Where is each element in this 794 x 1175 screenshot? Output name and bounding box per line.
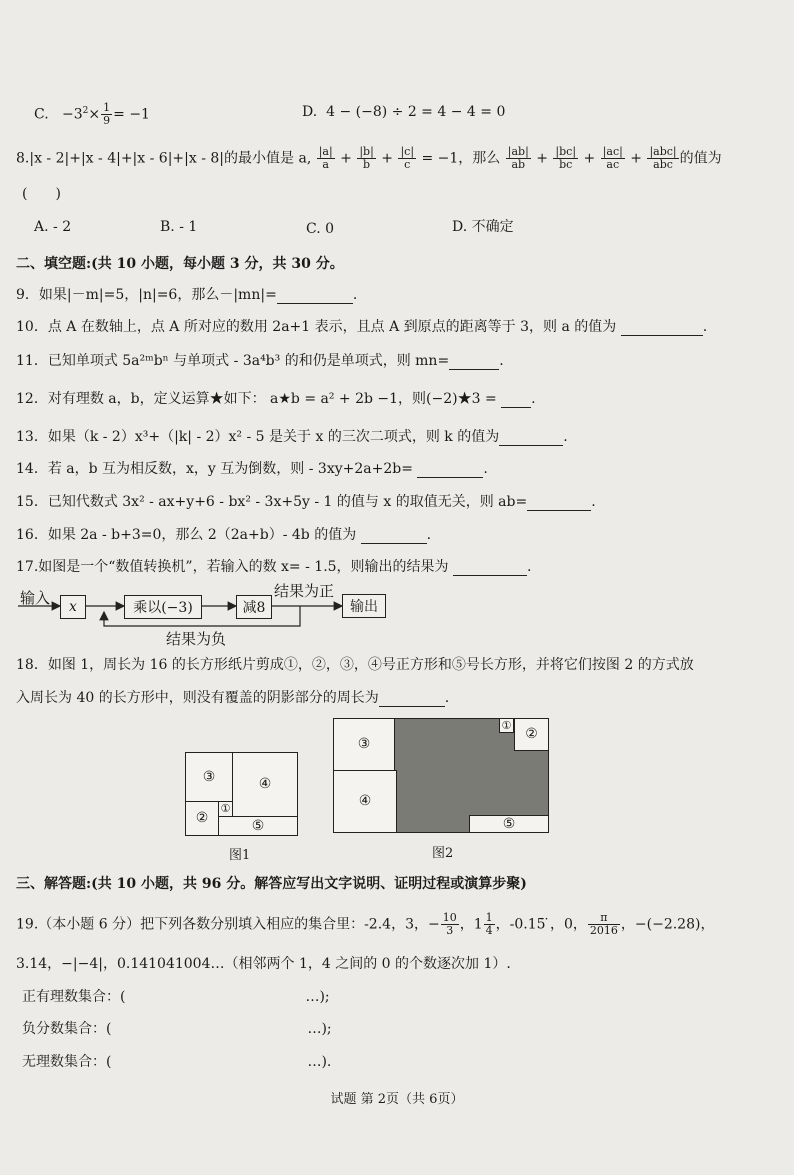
q7-option-d: D. 4 − (−8) ÷ 2 = 4 − 4 = 0 <box>302 104 506 120</box>
q8-option-c: C. 0 <box>306 221 335 237</box>
q8-option-d: D. 不确定 <box>452 219 514 235</box>
q10: 10．点 A 在数轴上，点 A 所对应的数用 2a+1 表示，且点 A 到原点的距离等于 3，则 a 的值为 . <box>16 319 708 335</box>
q19-line-2: 3.14，−|−4|，0.141041004…（相邻两个 1，4 之间的 0 的个数逐次加 1）. <box>16 956 511 972</box>
set-negative-fraction: 负分数集合：( …); <box>22 1021 332 1037</box>
q14: 14．若 a，b 互为相反数，x，y 互为倒数，则 - 3xy+2a+2b= . <box>16 461 488 477</box>
q13: 13．如果（k - 2）x³+（|k| - 2）x² - 5 是关于 x 的三次二项式，则 k 的值为 . <box>16 429 568 445</box>
page-footer: 试题 第 2页（共 6页） <box>330 1092 464 1107</box>
q8-option-b: B. - 1 <box>160 219 198 235</box>
q12: 12．对有理数 a，b，定义运算★如下： a★b = a² + 2b −1，则(−2)★3 = . <box>16 391 536 407</box>
q8-paren: ( ) <box>22 186 61 202</box>
fig2-rect-5: ⑤ <box>469 815 549 833</box>
fig2-square-1: ① <box>499 718 514 733</box>
fig1-square-3: ③ <box>185 752 233 802</box>
flow-positive-label: 结果为正 <box>274 582 335 600</box>
q17: 17.如图是一个“数值转换机”，若输入的数 x= - 1.5，则输出的结果为 . <box>16 559 532 575</box>
fig1-rect-5: ⑤ <box>218 816 298 836</box>
q19-line-1: 19.（本小题 6 分）把下列各数分别填入相应的集合里：-2.4，3，− $\frac{10}{3}$ ，1 $\frac{1}{4}$ ，-0.15̇ ̇，0， $\frac{\pi}{2016}$ ，−(−2.28)， <box>16 911 715 937</box>
flow-input-label: 输入 <box>20 589 51 607</box>
q18-line-2: 入周长为 40 的长方形中，则没有覆盖的阴影部分的周长为 . <box>16 690 450 706</box>
flow-output-box: 输出 <box>342 594 386 618</box>
fig2-square-3: ③ <box>333 718 395 771</box>
fig1-square-1: ① <box>218 801 233 817</box>
q8-stem: 8.|x - 2|+|x - 4|+|x - 6|+|x - 8|的最小值是 a, $\frac{|a|}{a}$ + $\frac{|b|}{b}$ + $\frac{|c|}{c}$ = −1，那么 $\frac{|ab|}{ab}$ + $\frac{|bc|}{bc}$ + $\frac{|ac|}{ac}$ + $\frac{\text{|abc|}}{\text{abc}}$ 的值为 <box>16 145 722 171</box>
set-positive-rational: 正有理数集合：( …); <box>22 989 330 1005</box>
flow-negative-label: 结果为负 <box>166 630 227 648</box>
flow-subtract-box: 减8 <box>236 595 272 619</box>
flow-multiply-box: 乘以(−3) <box>124 595 202 619</box>
fig1-square-4: ④ <box>232 752 298 817</box>
q8-option-a: A. - 2 <box>34 219 72 235</box>
q16: 16．如果 2a - b+3=0，那么 2（2a+b）- 4b 的值为 . <box>16 527 432 543</box>
q11: 11．已知单项式 5a²ᵐbⁿ 与单项式 - 3a⁴b³ 的和仍是单项式，则 mn= . <box>16 353 504 369</box>
fig2-square-4: ④ <box>333 770 397 833</box>
q7-option-c: C. $-3^2\times$ $\frac{1}{9}$ = −1 <box>34 101 150 128</box>
section-2-heading: 二、填空题:(共 10 小题，每小题 3 分，共 30 分。 <box>16 256 344 272</box>
fig2-label: 图2 <box>432 846 454 861</box>
q18-answer-blank[interactable] <box>379 692 445 707</box>
fig2-square-2: ② <box>514 718 549 751</box>
fig1-square-2: ② <box>185 801 219 836</box>
q18-line-1: 18．如图 1，周长为 16 的长方形纸片剪成①，②，③，④号正方形和⑤号长方形，并将它们按图 2 的方式放 <box>16 657 694 673</box>
q9: 9．如果|－m|=5，|n|=6，那么－|mn|= . <box>16 287 358 303</box>
set-irrational: 无理数集合：( …). <box>22 1054 332 1070</box>
fig1-label: 图1 <box>229 848 251 863</box>
flow-x-box: x <box>60 595 86 619</box>
section-3-heading: 三、解答题:(共 10 小题，共 96 分。解答应写出文字说明、证明过程或演算步聚) <box>16 876 527 892</box>
q15: 15．已知代数式 3x² - ax+y+6 - bx² - 3x+5y - 1 的值与 x 的取值无关，则 ab= . <box>16 494 596 510</box>
